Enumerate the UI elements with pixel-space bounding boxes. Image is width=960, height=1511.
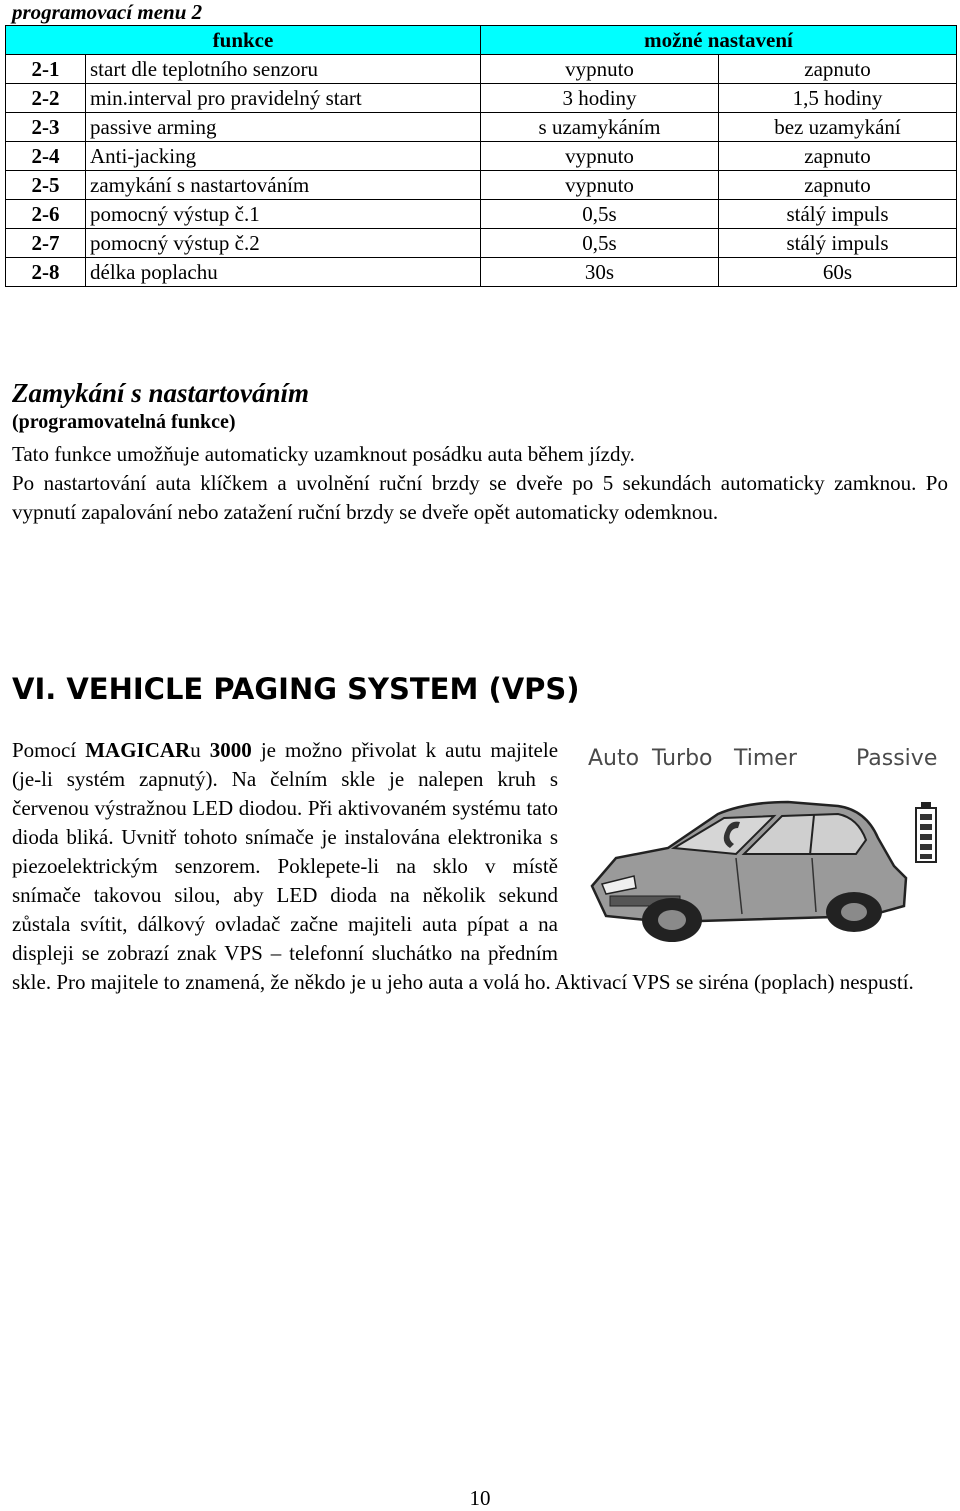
label-passive: Passive bbox=[856, 746, 938, 771]
vps-text-suffix: u bbox=[190, 738, 210, 762]
row-option-b: zapnuto bbox=[719, 55, 957, 84]
car-icon bbox=[592, 802, 906, 942]
row-function: start dle teplotního senzoru bbox=[86, 55, 481, 84]
page-number: 10 bbox=[469, 1486, 491, 1510]
battery-icon bbox=[916, 802, 936, 862]
row-function: pomocný výstup č.2 bbox=[86, 229, 481, 258]
row-function: pomocný výstup č.1 bbox=[86, 200, 481, 229]
row-number: 2-6 bbox=[6, 200, 86, 229]
row-function: délka poplachu bbox=[86, 258, 481, 287]
label-turbo: Turbo bbox=[652, 746, 713, 771]
label-auto: Auto bbox=[588, 746, 640, 771]
row-option-b: bez uzamykání bbox=[719, 113, 957, 142]
table-row bbox=[6, 142, 957, 171]
row-function: passive arming bbox=[86, 113, 481, 142]
row-option-a: s uzamykáním bbox=[481, 113, 719, 142]
label-timer: Timer bbox=[734, 746, 797, 771]
row-option-a: vypnuto bbox=[481, 171, 719, 200]
model-number: 3000 bbox=[209, 738, 252, 762]
table-row bbox=[6, 55, 957, 84]
row-option-b: 60s bbox=[719, 258, 957, 287]
row-number: 2-3 bbox=[6, 113, 86, 142]
row-number: 2-4 bbox=[6, 142, 86, 171]
table-row bbox=[6, 200, 957, 229]
table-row bbox=[6, 258, 957, 287]
row-option-b: stálý impuls bbox=[719, 229, 957, 258]
row-number: 2-2 bbox=[6, 84, 86, 113]
row-number: 2-5 bbox=[6, 171, 86, 200]
vps-text-intro: Pomocí bbox=[12, 738, 86, 762]
table-row bbox=[6, 171, 957, 200]
table-header-row bbox=[6, 26, 957, 55]
row-number: 2-8 bbox=[6, 258, 86, 287]
row-option-a: 0,5s bbox=[481, 229, 719, 258]
table-caption: programovací menu 2 bbox=[12, 0, 203, 24]
programming-menu-table bbox=[5, 25, 957, 287]
row-option-b: 1,5 hodiny bbox=[719, 84, 957, 113]
vps-text-body: je možno přivolat k autu majitele (je-li systém zapnutý). Na čelním skle je nalepen kruh s červenou výstražnou LED diodou. Při aktivovaném systému tato dioda bliká. Uvnitř tohoto snímače je instalována elektronika s piezoelektrickým senzorem. Poklepete-li na sklo v místě snímače takovou silou, aby LED dioda na několik sekund zůstala svítit, dálkový ovladač začne majiteli auta pípat a na displeji se zobrazí znak VPS – telefonní sluchátko na předním skle. Pro majitele to znamená, že někdo je u jeho auta a volá ho. Aktivací VPS se siréna (poplach) nespustí. bbox=[12, 738, 914, 994]
row-function: zamykání s nastartováním bbox=[86, 171, 481, 200]
row-option-a: vypnuto bbox=[481, 142, 719, 171]
row-option-a: 30s bbox=[481, 258, 719, 287]
row-function: min.interval pro pravidelný start bbox=[86, 84, 481, 113]
row-number: 2-1 bbox=[6, 55, 86, 84]
header-nastaveni: možné nastavení bbox=[481, 26, 957, 55]
table-row bbox=[6, 84, 957, 113]
section-paragraph-1: Tato funkce umožňuje automaticky uzamknout posádku auta během jízdy. bbox=[12, 442, 635, 466]
header-funkce: funkce bbox=[6, 26, 481, 55]
table-row bbox=[6, 113, 957, 142]
car-illustration bbox=[576, 778, 948, 945]
section-subtitle: (programovatelná funkce) bbox=[12, 411, 236, 433]
row-option-a: vypnuto bbox=[481, 55, 719, 84]
chapter-heading: VI. VEHICLE PAGING SYSTEM (VPS) bbox=[12, 672, 580, 706]
remote-display-labels bbox=[576, 738, 948, 778]
row-function: Anti-jacking bbox=[86, 142, 481, 171]
row-option-b: zapnuto bbox=[719, 142, 957, 171]
section-title: Zamykání s nastartováním bbox=[12, 378, 310, 408]
vps-description bbox=[12, 736, 948, 997]
brand-name: MAGICAR bbox=[85, 738, 191, 762]
row-option-a: 3 hodiny bbox=[481, 84, 719, 113]
row-option-a: 0,5s bbox=[481, 200, 719, 229]
row-option-b: stálý impuls bbox=[719, 200, 957, 229]
section-paragraph-2: Po nastartování auta klíčkem a uvolnění ruční brzdy se dveře po 5 sekundách automaticky zamknou. Po vypnutí zapalování nebo zatažení ruční brzdy se dveře opět automaticky odemknou. bbox=[12, 471, 948, 524]
row-option-b: zapnuto bbox=[719, 171, 957, 200]
row-number: 2-7 bbox=[6, 229, 86, 258]
vps-figure bbox=[576, 738, 948, 945]
table-row bbox=[6, 229, 957, 258]
